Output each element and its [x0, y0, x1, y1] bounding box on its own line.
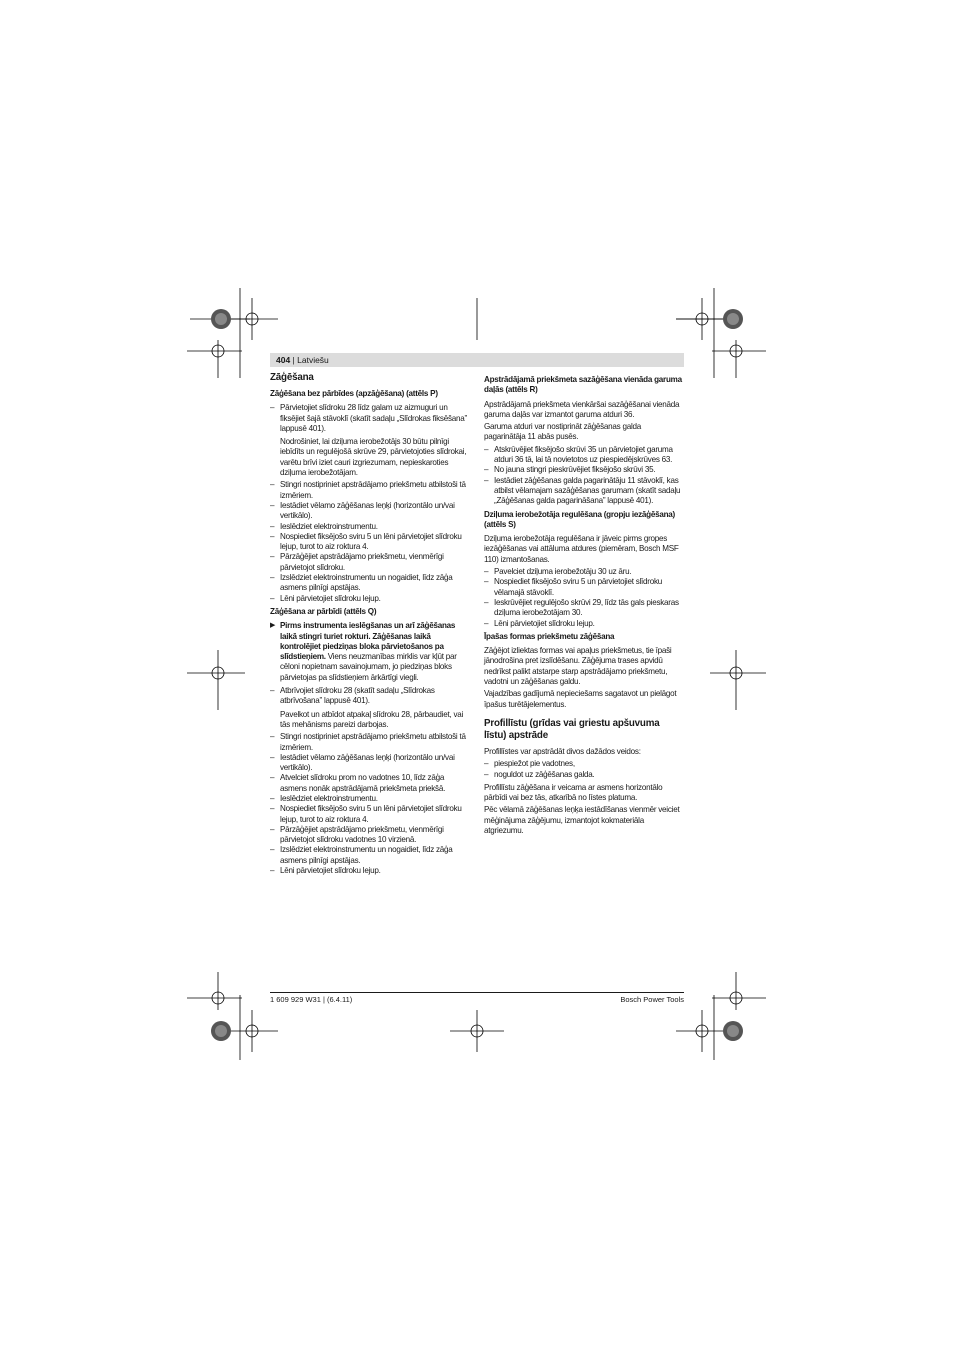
footer-rule	[270, 992, 684, 993]
page-number: 404	[276, 355, 291, 365]
steps-list-q	[270, 686, 470, 707]
header-bar	[270, 353, 684, 367]
list-item: – Atvelciet slīdroku prom no vadotnes 10, līdz zāģa asmens nonāk apstrādājamā priekšmeta priekšā.	[270, 773, 470, 794]
list-item: – Stingri nostipriniet apstrādājamo priekšmetu atbilstoši tā izmēriem.	[270, 732, 470, 753]
steps-list-p-cont	[270, 480, 470, 604]
header-language: Latviešu	[297, 355, 329, 365]
list-item: – Ieslēdziet elektroinstrumentu.	[270, 522, 470, 532]
section-title: Zāģēšana	[270, 372, 314, 383]
paragraph: Profillīstes var apstrādāt divos dažādos veidos:	[484, 746, 641, 756]
right-column	[484, 372, 684, 838]
paragraph: Apstrādājamā priekšmeta vienkāršai sazāģēšanai vienāda garuma daļās var izmantot garuma atduri 36.	[484, 399, 680, 419]
footer-doc-id: 1 609 929 W31 | (6.4.11)	[270, 995, 353, 1004]
list-item: – Iestādiet zāģēšanas galda pagarinātāju 11 stāvoklī, kas atbilst vēlamajam sazāģēšanas garumam (skatīt sadaļu „Zāģēšanas galda pagarināšana” lappusē 401).	[484, 476, 684, 507]
list-item: – piespiežot pie vadotnes,	[484, 759, 684, 769]
section-title-profile: Profillīstu (grīdas vai griestu apšuvuma līstu) apstrāde	[484, 717, 660, 741]
footer-brand: Bosch Power Tools	[620, 995, 684, 1004]
list-item: – Pārzāģējiet apstrādājamo priekšmetu, vienmērīgi pārvietojot slīdroku vadotnes 10 virzienā.	[270, 825, 470, 846]
paragraph: Garuma atduri var nostiprināt zāģēšanas galda pagarinātāja 11 abās pusēs.	[484, 422, 642, 442]
list-item: – Izslēdziet elektroinstrumentu un nogaidiet, līdz zāģa asmens pilnīgi apstājas.	[270, 845, 470, 866]
subsection-title-special: Īpašas formas priekšmetu zāģēšana	[484, 631, 615, 641]
list-item: – Pārvietojiet slīdroku 28 līdz galam uz aizmuguri un fiksējiet šajā stāvoklī (skatīt sadaļu „Slīdrokas fiksēšana” lappusē 401).	[270, 403, 470, 434]
steps-list-p	[270, 403, 470, 434]
list-item: – Iestādiet vēlamo zāģēšanas leņķi (horizontālo un/vai vertikālo).	[270, 753, 470, 774]
steps-list-r	[484, 445, 684, 507]
paragraph: Vajadzības gadījumā nepieciešams sagatavot un pielāgot īpašus turētājelementus.	[484, 689, 677, 709]
warning-bold: Pirms instrumenta ieslēgšanas un arī zāģēšanas laikā stingri turiet rokturi. Zāģēšanas laikā kontrolējiet piedziņas bloka pārvietošanos pa slīdstieņiem.	[280, 621, 456, 662]
steps-list-q-cont	[270, 732, 470, 876]
list-item: – Lēni pārvietojiet slīdroku lejup.	[270, 594, 470, 604]
list-item: – Pavelciet dziļuma ierobežotāju 30 uz āru.	[484, 567, 684, 577]
list-item: – Ieslēdziet elektroinstrumentu.	[270, 794, 470, 804]
note-paragraph: Nodrošiniet, lai dziļuma ierobežotājs 30 būtu pilnīgi iebīdīts un regulējošā skrūve 29, pārvietojoties slīdrokai, varētu brīvi iziet cauri izgriezumam, nepieskaroties dziļuma ierobežotājam.	[280, 437, 467, 478]
list-item: – Atbrīvojiet slīdroku 28 (skatīt sadaļu „Slīdrokas atbrīvošana” lappusē 401).	[270, 686, 470, 707]
paragraph: Zāģējot izliektas formas vai apaļus priekšmetus, tie īpaši jānodrošina pret izslīdēšanu. Zāģējuma trases apvidū nedrīkst palikt atstarpe starp apstrādājamo priekšmetu, vadotni un zāģēšanas galdu.	[484, 646, 672, 687]
list-item: – noguldot uz zāģēšanas galda.	[484, 770, 684, 780]
subsection-title-s: Dziļuma ierobežotāja regulēšana (gropju iezāģēšana) (attēls S)	[484, 509, 675, 529]
list-item: – Lēni pārvietojiet slīdroku lejup.	[484, 619, 684, 629]
warning-list	[270, 621, 470, 683]
note-paragraph: Pavelkot un atbīdot atpakaļ slīdroku 28, pārbaudiet, vai tās mehānisms pareizi darbojas.	[280, 709, 464, 729]
steps-list-s	[484, 567, 684, 629]
subsection-title-r: Apstrādājamā priekšmeta sazāģēšana vienāda garuma daļās (attēls R)	[484, 375, 682, 395]
list-item: – Izslēdziet elektroinstrumentu un nogaidiet, līdz zāģa asmens pilnīgi apstājas.	[270, 573, 470, 594]
list-item: – No jauna stingri pieskrūvējiet fiksējošo skrūvi 35.	[484, 465, 684, 475]
paragraph: Profillīstu zāģēšana ir veicama ar asmens horizontālo pārbīdi vai bez tās, atkarībā no līstes platuma.	[484, 782, 663, 803]
left-column	[270, 372, 470, 879]
page-header	[276, 354, 329, 366]
paragraph: Pēc vēlamā zāģēšanas leņķa iestādīšanas vienmēr veiciet mēģinājuma zāģējumu, izmantojot kokmateriāla atgriezumu.	[484, 805, 680, 835]
list-item: – Iestādiet vēlamo zāģēšanas leņķi (horizontālo un/vai vertikālo).	[270, 501, 470, 522]
profile-methods-list	[484, 759, 684, 780]
list-item: – Atskrūvējiet fiksējošo skrūvi 35 un pārvietojiet garuma atduri 36 tā, lai tā novietotos uz piespiedējskrūves 63.	[484, 445, 684, 466]
list-item: – Ieskrūvējiet regulējošo skrūvi 29, līdz tās gals pieskaras dziļuma ierobežotājam 30.	[484, 598, 684, 619]
list-item: – Nospiediet fiksējošo sviru 5 un lēni pārvietojiet slīdroku lejup, turot to aiz roktura 4.	[270, 804, 470, 825]
list-item: – Stingri nostipriniet apstrādājamo priekšmetu atbilstoši tā izmēriem.	[270, 480, 470, 501]
header-separator: |	[290, 355, 298, 365]
list-item: – Pārzāģējiet apstrādājamo priekšmetu, vienmērīgi pārvietojot slīdroku.	[270, 552, 470, 573]
subsection-title-p: Zāģēšana bez pārbīdes (apzāģēšana) (attēls P)	[270, 389, 438, 398]
warning-text: Viens neuzmanības mirklis var kļūt par cēloni nopietnam savainojumam, jo piedziņas bloks pārvietojas pa slīdstieņiem ārkārtīgi viegli.	[280, 652, 457, 682]
warning-item	[270, 621, 470, 683]
subsection-title-q: Zāģēšana ar pārbīdi (attēls Q)	[270, 606, 377, 616]
list-item: – Nospiediet fiksējošo sviru 5 un lēni pārvietojiet slīdroku lejup, turot to aiz roktura 4.	[270, 532, 470, 553]
list-item: – Nospiediet fiksējošo sviru 5 un pārvietojiet slīdroku vēlamajā stāvoklī.	[484, 577, 684, 598]
paragraph: Dziļuma ierobežotāja regulēšana ir jāveic pirms gropes iezāģēšanas vai attāluma atdures (piemēram, Bosch MSF 110) izmantošanas.	[484, 534, 679, 564]
list-item: – Lēni pārvietojiet slīdroku lejup.	[270, 866, 470, 876]
